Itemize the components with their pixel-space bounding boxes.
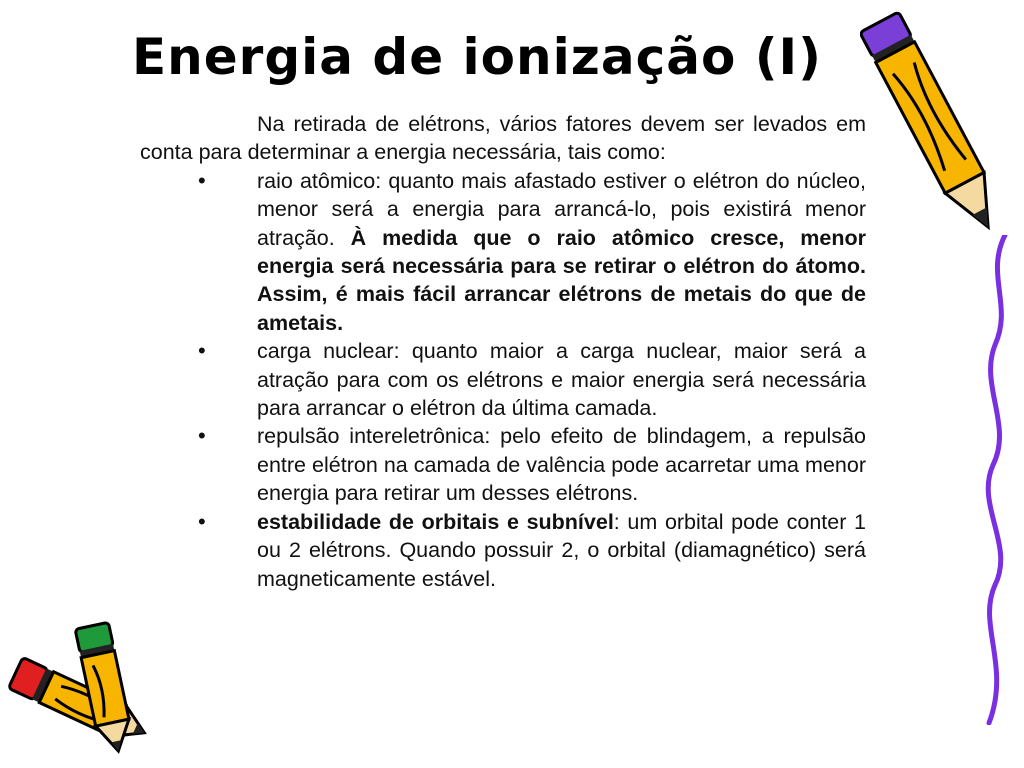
bullet-text: carga nuclear: quanto maior a carga nuclear, maior será a atração para com os elétrons e maior energia será necessária para arrancar o elétron da última camada. (257, 339, 866, 421)
bullet-heading: estabilidade de orbitais e subnível (257, 509, 614, 534)
bullet-marker: • (198, 338, 206, 364)
pencil-icon (860, 0, 1010, 250)
bullet-emphasis: À medida que o raio atômico cresce, menor energia será necessária para se retirar o elétron do átomo. Assim, é mais fácil arrancar elétrons de metais do que de ametais. (257, 225, 866, 335)
bullet-text: raio atômico: quanto mais afastado estiver o elétron do núcleo, menor será a energia para arrancá-lo, pois existirá menor atração. (257, 168, 866, 250)
slide-body (140, 110, 866, 593)
bullet-marker: • (198, 167, 206, 193)
bullet-text: : um orbital pode conter 1 ou 2 elétrons. Quando possuir 2, o orbital (diamagnético) será magneticamente estável. (257, 509, 866, 591)
bullet-list (140, 167, 866, 593)
bullet-item-nuclear-charge (140, 337, 866, 422)
bullet-text: repulsão intereletrônica: pelo efeito de blindagem, a repulsão entre elétron na camada de valência pode acarretar uma menor energia para retirar um desses elétrons. (257, 424, 866, 506)
squiggle-line (965, 235, 1020, 725)
bullet-item-atomic-radius (140, 167, 866, 337)
intro-paragraph: Na retirada de elétrons, vários fatores devem ser levados em conta para determinar a energia necessária, tais como: (140, 112, 866, 165)
bullet-item-orbital-stability (140, 508, 866, 593)
bullet-marker: • (198, 423, 206, 449)
slide-title: Energia de ionização (I) (132, 28, 823, 86)
bullet-marker: • (198, 508, 206, 534)
pencil-icon (60, 618, 155, 758)
bullet-item-repulsion (140, 422, 866, 507)
